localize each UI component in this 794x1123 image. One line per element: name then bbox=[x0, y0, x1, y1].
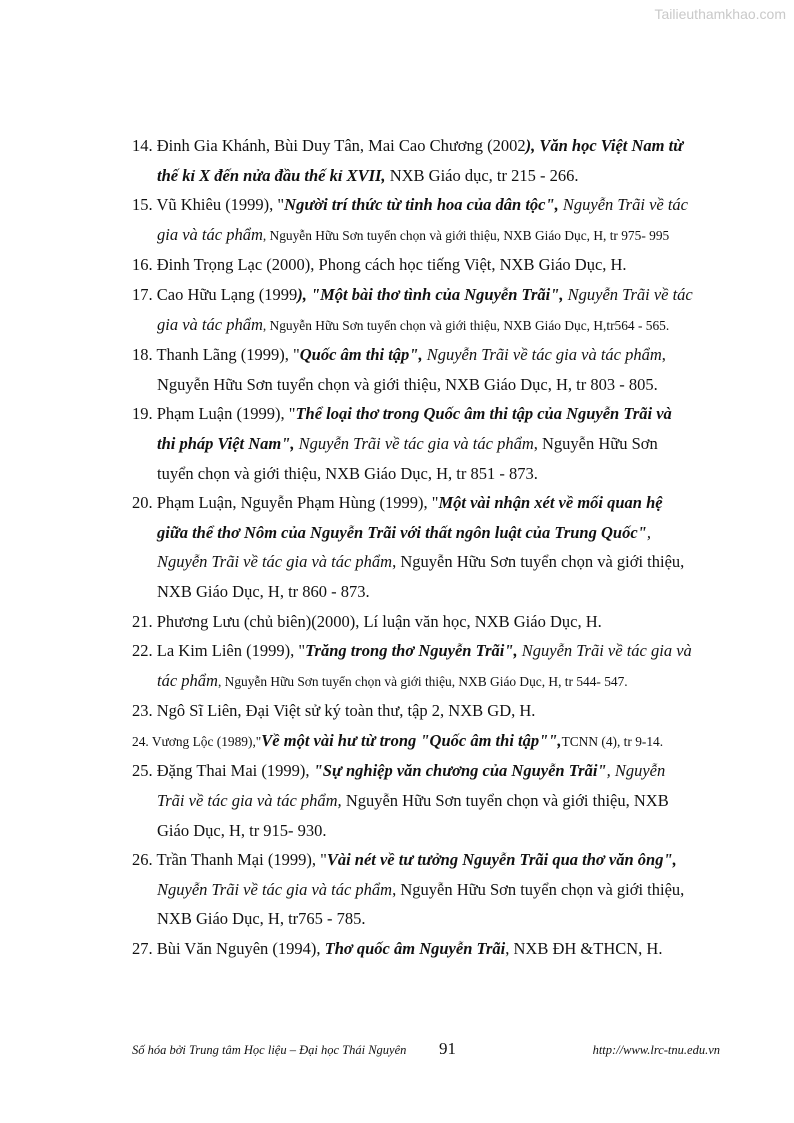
footer-url: http://www.lrc-tnu.edu.vn bbox=[592, 1043, 720, 1057]
ref-25-book-cont: Trãi về tác gia và tác phẩm, bbox=[157, 791, 342, 811]
ref-25-editor: Nguyễn Hữu Sơn tuyển chọn và giới thiệu, NXB bbox=[341, 791, 669, 811]
reference-16 bbox=[132, 250, 720, 280]
reference-21 bbox=[132, 607, 720, 637]
ref-22-book: Nguyễn Trãi về tác gia và bbox=[517, 641, 692, 661]
ref-21-text: 21. Phương Lưu (chủ biên)(2000), Lí luận văn học, NXB Giáo Dục, H. bbox=[132, 611, 602, 631]
ref-22-authors: 22. La Kim Liên (1999), " bbox=[132, 641, 306, 661]
ref-14-authors: 14. Đinh Gia Khánh, Bùi Duy Tân, Mai Cao Chương (2002 bbox=[132, 136, 526, 155]
ref-25-book: , Nguyễn bbox=[606, 761, 666, 781]
reference-17 bbox=[132, 280, 720, 340]
ref-15-book-cont: gia và tác phẩm bbox=[157, 224, 263, 244]
ref-18-book: Nguyễn Trãi về tác gia và tác phẩm bbox=[422, 345, 662, 365]
ref-16-text: 16. Đinh Trọng Lạc (2000), Phong cách học tiếng Việt, NXB Giáo Dục, H. bbox=[132, 255, 627, 275]
ref-19-editor: , Nguyễn Hữu Sơn bbox=[533, 433, 658, 453]
ref-19-publisher: tuyển chọn và giới thiệu, NXB Giáo Dục, H, tr 851 - 873. bbox=[157, 463, 538, 483]
page-number: 91 bbox=[439, 1039, 456, 1058]
ref-20-title-cont: giữa thể thơ Nôm của Nguyễn Trãi với thất ngôn luật của Trung Quốc" bbox=[157, 522, 647, 542]
ref-15-book: Nguyễn Trãi về tác bbox=[558, 195, 688, 215]
ref-19-title: Thể loại thơ trong Quốc âm thi tập của Nguyễn Trãi và bbox=[295, 404, 672, 424]
ref-27-authors: 27. Bùi Văn Nguyên (1994), bbox=[132, 939, 325, 959]
ref-19-title-cont: thi pháp Việt Nam", bbox=[157, 433, 295, 453]
reference-20 bbox=[132, 488, 720, 606]
ref-19-book: Nguyễn Trãi về tác gia và tác phẩm bbox=[294, 433, 534, 453]
reference-27 bbox=[132, 934, 720, 964]
ref-14-title: ), Văn học Việt Nam từ bbox=[525, 136, 684, 155]
reference-19 bbox=[132, 399, 720, 488]
ref-25-title: "Sự nghiệp văn chương của Nguyễn Trãi" bbox=[313, 761, 607, 781]
footer-digitized-by: Số hóa bởi Trung tâm Học liệu – Đại học Thái Nguyên bbox=[132, 1043, 407, 1057]
ref-26-authors: 26. Trần Thanh Mại (1999), " bbox=[132, 850, 327, 870]
reference-14 bbox=[132, 131, 720, 190]
ref-17-title: ), "Một bài thơ tình của Nguyễn Trãi", bbox=[297, 284, 564, 304]
ref-26-editor: , Nguyễn Hữu Sơn tuyển chọn và giới thiệu, bbox=[392, 879, 685, 899]
ref-27-title: Thơ quốc âm Nguyễn Trãi bbox=[324, 939, 506, 959]
ref-18-comma: , bbox=[661, 345, 666, 365]
ref-26-title: Vài nét về tư tưởng Nguyễn Trãi qua thơ văn ông", bbox=[326, 850, 677, 870]
page-footer bbox=[132, 1039, 720, 1063]
ref-15-publisher: , Nguyễn Hữu Sơn tuyển chọn và giới thiệu, NXB Giáo Dục, H, tr 975- 995 bbox=[262, 227, 670, 243]
ref-20-book: Nguyễn Trãi về tác gia và tác phẩm bbox=[157, 552, 393, 572]
ref-17-publisher: , Nguyễn Hữu Sơn tuyển chọn và giới thiệu, NXB Giáo Dục, H,tr564 - 565. bbox=[262, 317, 670, 333]
reference-23 bbox=[132, 696, 720, 726]
ref-24-authors: 24. Vương Lộc (1989)," bbox=[132, 733, 262, 749]
reference-22 bbox=[132, 636, 720, 696]
ref-14-title-cont: thế kỉ X đến nửa đầu thế kỉ XVII, bbox=[157, 165, 386, 185]
reference-25 bbox=[132, 756, 720, 845]
ref-24-title: Về một vài hư từ trong "Quốc âm thi tập"", bbox=[261, 730, 562, 750]
ref-17-authors: 17. Cao Hữu Lạng (1999 bbox=[132, 284, 298, 304]
ref-23-text: 23. Ngô Sĩ Liên, Đại Việt sử ký toàn thư, tập 2, NXB GD, H. bbox=[132, 701, 536, 721]
ref-15-authors: 15. Vũ Khiêu (1999), " bbox=[132, 195, 285, 215]
ref-26-publisher: NXB Giáo Dục, H, tr765 - 785. bbox=[157, 909, 366, 929]
reference-15 bbox=[132, 190, 720, 250]
ref-14-publisher: NXB Giáo dục, tr 215 - 266. bbox=[385, 165, 579, 185]
ref-22-book-cont: tác phẩm bbox=[157, 670, 218, 690]
ref-24-publisher: TCNN (4), tr 9-14. bbox=[561, 733, 664, 749]
ref-22-publisher: , Nguyễn Hữu Sơn tuyển chọn và giới thiệu, NXB Giáo Dục, H, tr 544- 547. bbox=[217, 673, 628, 689]
ref-22-title: Trăng trong thơ Nguyễn Trãi", bbox=[305, 641, 518, 661]
ref-25-authors: 25. Đặng Thai Mai (1999), bbox=[132, 761, 314, 781]
ref-20-editor: , Nguyễn Hữu Sơn tuyển chọn và giới thiệu, bbox=[392, 552, 685, 572]
ref-20-comma: , bbox=[646, 522, 651, 542]
reference-18 bbox=[132, 340, 720, 399]
ref-18-title: Quốc âm thi tập", bbox=[299, 345, 423, 365]
ref-26-book: Nguyễn Trãi về tác gia và tác phẩm bbox=[157, 879, 393, 899]
ref-15-title: Người trí thức từ tinh hoa của dân tộc", bbox=[284, 195, 559, 215]
ref-17-book: Nguyễn Trãi về tác bbox=[563, 284, 693, 304]
reference-24 bbox=[132, 726, 720, 757]
reference-26 bbox=[132, 845, 720, 934]
ref-20-title: Một vài nhận xét về mối quan hệ bbox=[438, 493, 663, 513]
ref-17-book-cont: gia và tác phẩm bbox=[157, 314, 263, 334]
ref-19-authors: 19. Phạm Luận (1999), " bbox=[132, 404, 296, 424]
watermark: Tailieuthamkhao.com bbox=[654, 6, 786, 22]
ref-18-authors: 18. Thanh Lãng (1999), " bbox=[132, 345, 300, 365]
ref-25-publisher: Giáo Dục, H, tr 915- 930. bbox=[157, 820, 327, 840]
ref-20-publisher: NXB Giáo Dục, H, tr 860 - 873. bbox=[157, 581, 370, 601]
ref-18-publisher: Nguyễn Hữu Sơn tuyển chọn và giới thiệu, NXB Giáo Dục, H, tr 803 - 805. bbox=[157, 374, 658, 394]
reference-list bbox=[132, 131, 720, 964]
ref-27-publisher: , NXB ĐH &THCN, H. bbox=[505, 939, 663, 959]
ref-20-authors: 20. Phạm Luận, Nguyễn Phạm Hùng (1999), " bbox=[132, 493, 439, 513]
